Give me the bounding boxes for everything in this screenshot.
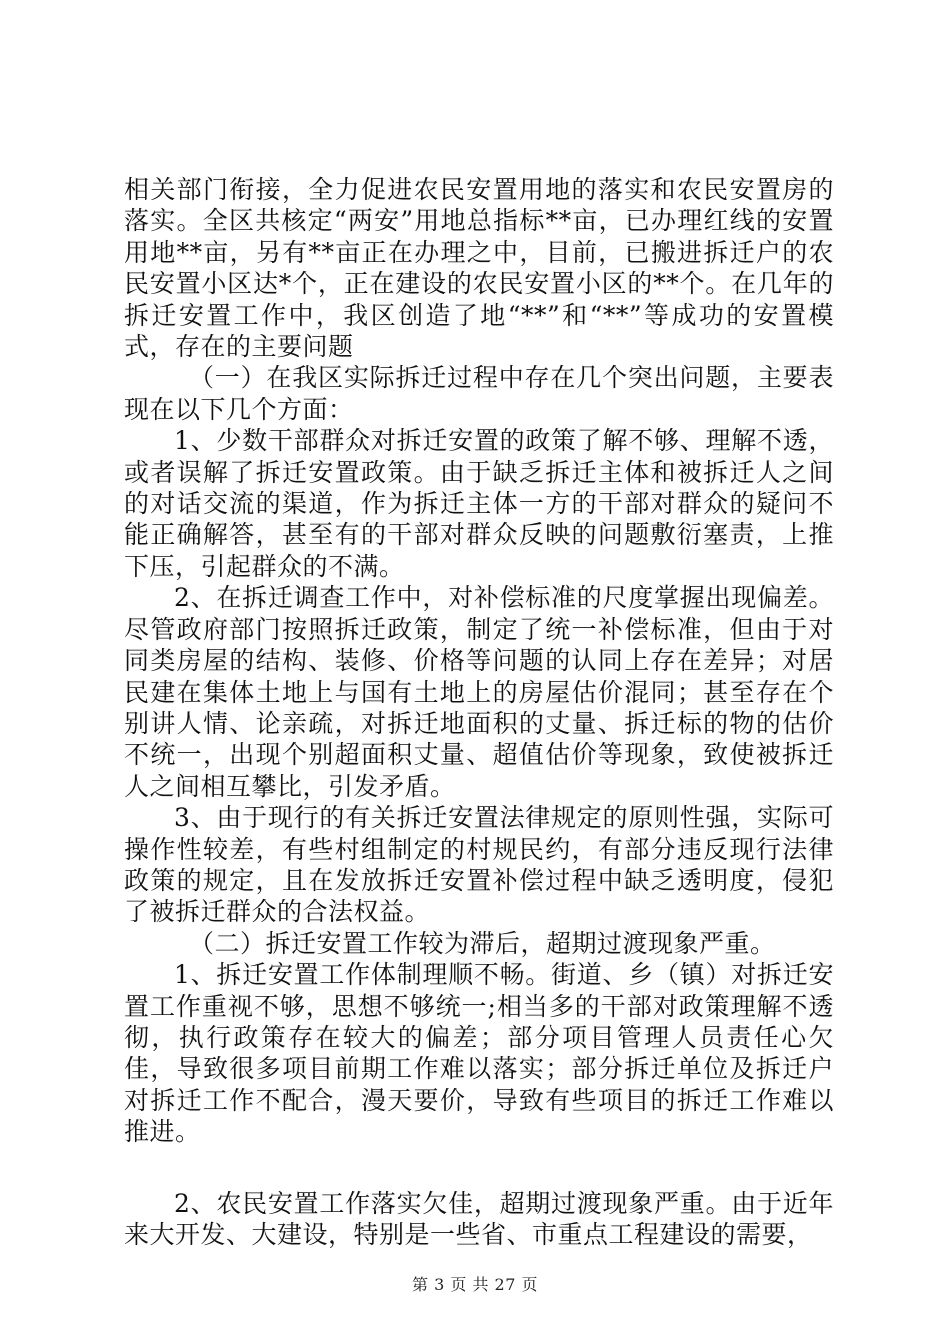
document-body — [124, 174, 834, 1250]
page-number-footer: 第 3 页 共 27 页 — [412, 1275, 538, 1294]
paragraph-item-2: 2、在拆迁调查工作中，对补偿标准的尺度掌握出现偏差。尽管政府部门按照拆迁政策，制定了统一补偿标准，但由于对同类房屋的结构、装修、价格等问题的认同上存在差异；对居民建在集体土地上与国有土地上的房屋估价混同；甚至存在个别讲人情、论亲疏，对拆迁地面积的丈量、拆迁标的物的估价不统一，出现个别超面积丈量、超值估价等现象，致使被拆迁人之间相互攀比，引发矛盾。 — [124, 583, 834, 801]
paragraph-item-4: 1、拆迁安置工作体制理顺不畅。街道、乡（镇）对拆迁安置工作重视不够，思想不够统一;相当多的干部对政策理解不透彻，执行政策存在较大的偏差；部分项目管理人员责任心欠佳，导致很多项目前期工作难以落实；部分拆迁单位及拆迁户对拆迁工作不配合，漫天要价，导致有些项目的拆迁工作难以推进。 — [124, 960, 834, 1147]
paragraph-spacer — [124, 1148, 834, 1188]
paragraph-continuation: 相关部门衔接，全力促进农民安置用地的落实和农民安置房的落实。全区共核定“两安”用地总指标**亩，已办理红线的安置用地**亩，另有**亩正在办理之中，目前，已搬进拆迁户的农民安置小区达*个，正在建设的农民安置小区的**个。在几年的拆迁安置工作中，我区创造了地“**”和“**”等成功的安置模式，存在的主要问题 — [124, 175, 834, 362]
paragraph-item-1: 1、少数干部群众对拆迁安置的政策了解不够、理解不透，或者误解了拆迁安置政策。由于缺乏拆迁主体和被拆迁人之间的对话交流的渠道，作为拆迁主体一方的干部对群众的疑问不能正确解答，甚至有的干部对群众反映的问题敷衍塞责，上推下压，引起群众的不满。 — [124, 426, 834, 581]
section-heading-2: （二）拆迁安置工作较为滞后，超期过渡现象严重。 — [189, 928, 776, 958]
section-heading-1: （一）在我区实际拆迁过程中存在几个突出问题，主要表现在以下几个方面： — [124, 363, 834, 424]
paragraph-item-5: 2、农民安置工作落实欠佳，超期过渡现象严重。由于近年来大开发、大建设，特别是一些省、市重点工程建设的需要， — [124, 1188, 834, 1249]
paragraph-item-3: 3、由于现行的有关拆迁安置法律规定的原则性强，实际可操作性较差，有些村组制定的村规民约，有部分违反现行法律政策的规定，且在发放拆迁安置补偿过程中缺乏透明度，侵犯了被拆迁群众的合法权益。 — [124, 803, 834, 927]
